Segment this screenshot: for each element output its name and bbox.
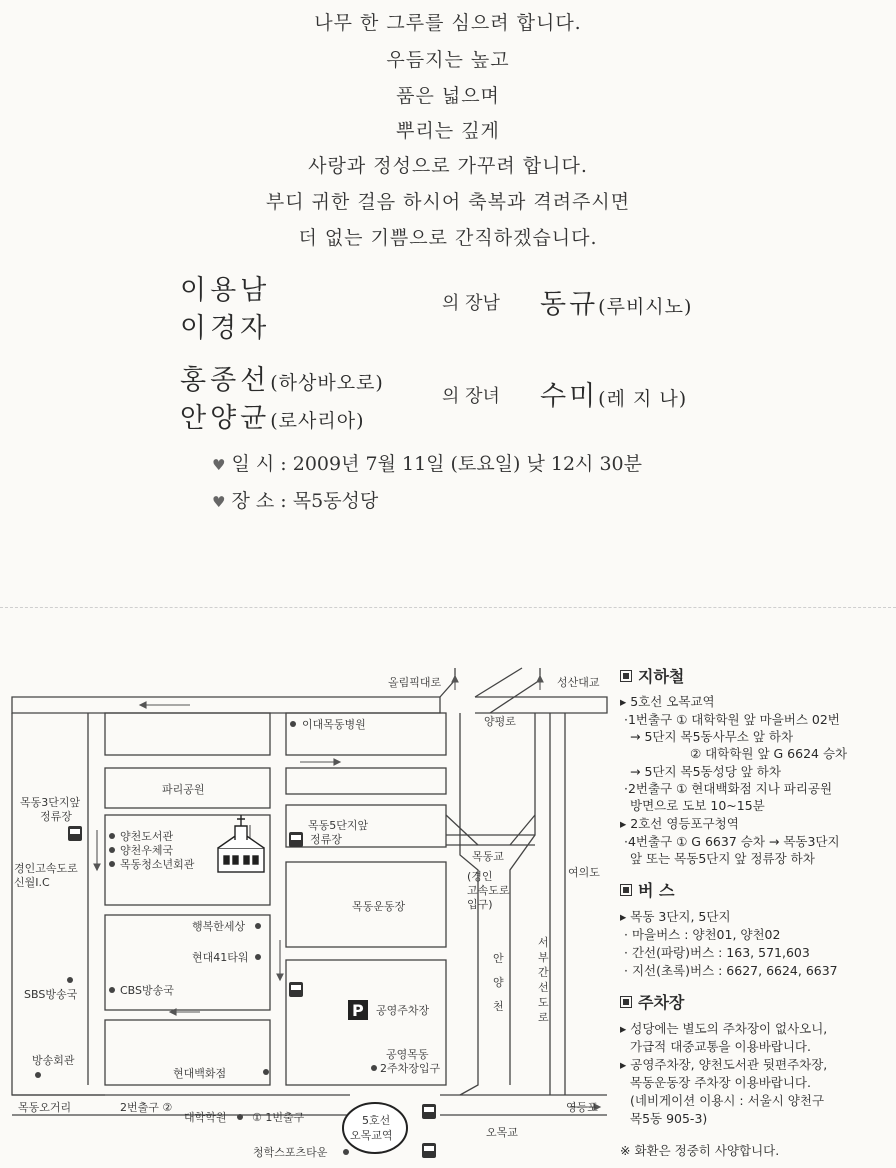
bride-mother (180, 396, 365, 435)
bride-name-text: 수미 (540, 381, 599, 412)
map-label: 정류장 (310, 833, 342, 846)
parking-detail: ▸ 공영주차장, 양천도서관 뒷편주차장, (620, 1057, 828, 1072)
flower-note: ※ 화환은 정중히 사양합니다. (620, 1143, 780, 1158)
heart-icon: ♥ (212, 493, 226, 511)
square-bullet-icon (620, 996, 632, 1008)
subway-detail: ·1번출구 ① 대학학원 앞 마을버스 02번 (624, 712, 840, 727)
map-label: 이대목동병원 (302, 718, 366, 731)
subway-detail: ② 대학학원 앞 G 6624 승차 (690, 746, 848, 761)
map-label: 간 (538, 966, 549, 979)
map-label: 2번출구 ② (120, 1101, 173, 1114)
poem-line-5: 사랑과 정성으로 가꾸려 합니다. (308, 155, 588, 177)
groom-father: 이용남 (180, 275, 271, 306)
map-label: 청학스포츠타운 (253, 1146, 328, 1159)
map-label: 경인고속도로 (14, 862, 78, 875)
parking-detail: 목동운동장 주차장 이용바랍니다. (630, 1075, 811, 1090)
map-label: 양천우체국 (120, 844, 174, 857)
map-label: 공영주차장 (376, 1004, 430, 1017)
map-label: 목동3단지앞 (20, 796, 81, 809)
parking-detail: 목5동 905-3) (630, 1111, 708, 1126)
date-label: 일 시 : (231, 453, 287, 475)
poem-line-6: 부디 귀한 걸음 하시어 축복과 격려주시면 (265, 191, 631, 213)
fold-divider (0, 607, 896, 608)
bus-detail: · 지선(초록)버스 : 6627, 6624, 6637 (624, 963, 838, 978)
map-label: 영등포 (566, 1101, 598, 1114)
river-right (510, 713, 535, 1085)
map-label: 2주차장입구 (380, 1062, 441, 1075)
map-label: 파리공원 (162, 783, 205, 796)
parking-detail: (네비게이션 이용시 : 서울시 양천구 (630, 1093, 825, 1108)
map-label: 방송회관 (32, 1054, 75, 1067)
map-label: 입구) (467, 898, 493, 911)
subway-detail: → 5단지 목5동성당 앞 하차 (630, 764, 781, 779)
map-label: 목동오거리 (18, 1101, 72, 1114)
place-value: 목5동성당 (292, 490, 379, 512)
date-row (212, 449, 642, 476)
subway-line2-detail: 앞 또는 목동5단지 앞 정류장 하차 (630, 851, 815, 866)
block-ewha (105, 713, 270, 755)
map-label: 신월I.C (14, 876, 50, 889)
poem-line-4: 뿌리는 깊게 (396, 120, 500, 142)
diag-1 (446, 815, 478, 845)
church-icon (218, 815, 264, 872)
map-label: 5호선 (362, 1114, 391, 1127)
bus-detail: · 마을버스 : 양천01, 양천02 (624, 927, 781, 942)
map-label: 선 (538, 981, 549, 994)
ramp-right-2 (490, 668, 540, 713)
left-road (12, 713, 105, 1095)
map-label: 목동청소년회관 (120, 858, 195, 871)
parking-symbol: P (352, 1001, 364, 1020)
bus-stop: ▸ 목동 3단지, 5단지 (620, 909, 731, 924)
heart-icon: ♥ (212, 456, 226, 474)
map-label: SBS방송국 (24, 988, 78, 1001)
map-label: 서 (538, 936, 549, 949)
bride-father-baptismal: (하상바오로) (270, 372, 384, 394)
groom-name-text: 동규 (540, 289, 599, 320)
bus-title: 버 스 (638, 881, 675, 900)
olympic-road (12, 697, 440, 713)
bus-detail: · 간선(파랑)버스 : 163, 571,603 (624, 945, 810, 960)
parking-heading (620, 994, 684, 1011)
map-label: 목동운동장 (352, 900, 406, 913)
ramp-right (475, 668, 522, 697)
map-label: 도 (538, 996, 549, 1009)
map-label: 양 (493, 976, 504, 989)
groom-mother: 이경자 (180, 313, 271, 344)
map-label: 부 (538, 951, 549, 964)
parking-detail: 가급적 대중교통을 이용바랍니다. (630, 1039, 811, 1054)
map-label: 공영목동 (386, 1048, 429, 1061)
station-circle (343, 1103, 407, 1153)
location-map (0, 655, 615, 1165)
map-label: 정류장 (40, 810, 72, 823)
poem-line-1: 나무 한 그루를 심으려 합니다. (314, 12, 582, 34)
map-label: CBS방송국 (120, 984, 174, 997)
square-bullet-icon (620, 670, 632, 682)
bride-relation: 의 장녀 (442, 386, 500, 407)
map-label: 여의도 (568, 866, 600, 879)
date-value: 2009년 7월 11일 (토요일) 낮 12시 30분 (292, 453, 642, 475)
poem-line-2: 우듬지는 높고 (386, 49, 510, 71)
bride-mother-baptismal: (로사리아) (270, 410, 365, 432)
map-label: 오목교역 (350, 1129, 393, 1142)
map-label: 목동5단지앞 (308, 819, 369, 832)
map-label: 성산대교 (557, 676, 600, 689)
square-bullet-icon (620, 884, 632, 896)
map-label: 로 (538, 1011, 549, 1024)
subway-title: 지하철 (638, 667, 685, 686)
bride-mother-name: 안양균 (180, 403, 271, 434)
map-label: 올림픽대로 (388, 676, 442, 689)
subway-heading (620, 668, 684, 685)
subway-line2-detail: ·4번출구 ① G 6637 승차 → 목동3단지 (624, 834, 840, 849)
map-label: 천 (493, 1000, 504, 1013)
map-label: ① 1번출구 (252, 1111, 305, 1124)
groom-relation: 의 장남 (442, 293, 500, 314)
bride-father (180, 358, 384, 397)
map-label: 안 (493, 952, 504, 965)
subway-detail: ·2번출구 ① 현대백화점 지나 파리공원 (624, 781, 833, 796)
map-label: 현대백화점 (173, 1067, 227, 1080)
subway-line5: ▸ 5호선 오목교역 (620, 694, 715, 709)
bride-father-name: 홍종선 (180, 365, 271, 396)
map-label: 고속도로 (467, 884, 510, 897)
map-label: 현대41타워 (192, 951, 249, 964)
subway-detail: 방면으로 도보 10~15분 (630, 798, 765, 813)
subway-detail: → 5단지 목5동사무소 앞 하차 (630, 729, 794, 744)
parking-title: 주차장 (638, 993, 685, 1012)
poem-line-7: 더 없는 기쁨으로 간직하겠습니다. (298, 227, 598, 249)
poem-line-3: 품은 넓으며 (396, 85, 500, 107)
groom-baptismal: (루비시노) (598, 296, 693, 318)
place-label: 장 소 : (231, 490, 287, 512)
map-label: 목동교 (472, 850, 504, 863)
map-label: (경인 (467, 870, 493, 883)
map-label: 오목교 (486, 1126, 518, 1139)
parking-detail: ▸ 성당에는 별도의 주차장이 없사오니, (620, 1021, 828, 1036)
map-label: 양평로 (484, 715, 516, 728)
subway-line2: ▸ 2호선 영등포구청역 (620, 816, 739, 831)
groom-name (540, 282, 692, 321)
map-label: 양천도서관 (120, 830, 174, 843)
block-paris-right (286, 768, 446, 794)
bride-baptismal: (레 지 나) (598, 388, 688, 410)
bride-name (540, 374, 687, 413)
map-label: 대학학원 (184, 1111, 227, 1124)
map-label: 행복한세상 (192, 920, 246, 933)
bus-heading (620, 882, 674, 899)
place-row (212, 486, 378, 513)
